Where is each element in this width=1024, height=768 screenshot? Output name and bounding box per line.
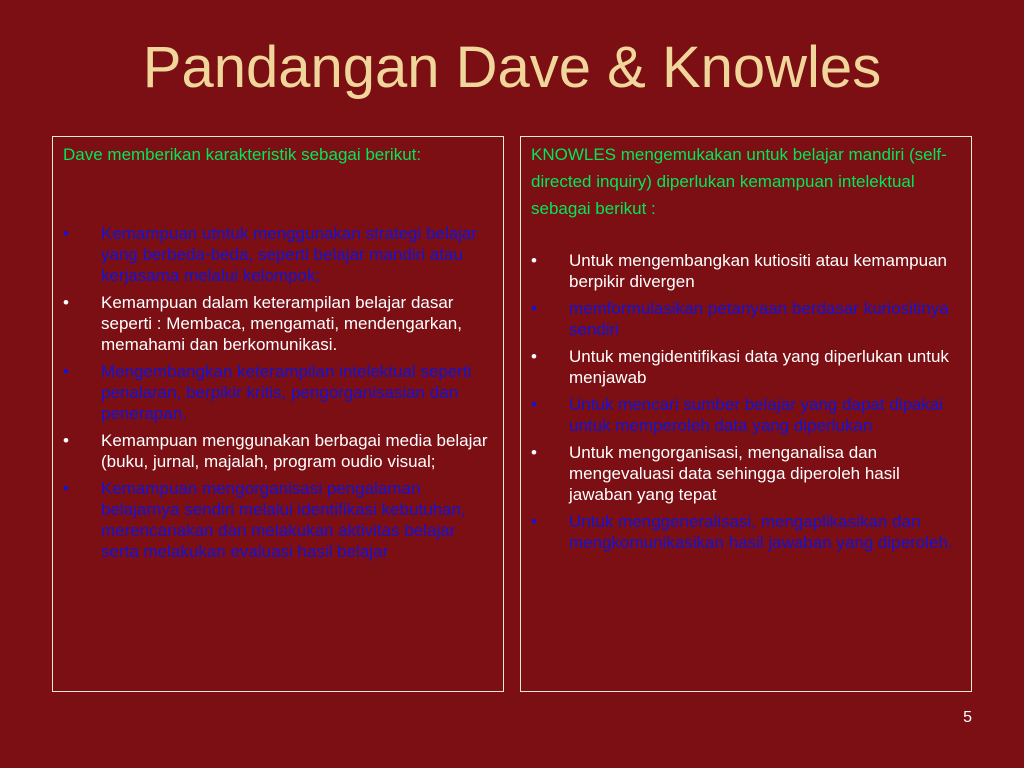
dave-bullet-1 <box>53 223 503 286</box>
knowles-intro: KNOWLES mengemukakan untuk belajar mandiri (self-directed inquiry) diperlukan kemampuan intelektual sebagai berikut : <box>531 145 947 218</box>
dave-bullet-text: Kemampuan mengorganisasi pengalaman belajarnya sendiri melalui identifikasi kebutuhan, merencanakan dan melakukan aktivitas belajar serta melakukan evaluasi hasil belajar <box>101 479 466 561</box>
dave-bullet-list <box>53 223 503 568</box>
knowles-bullet-text: memformulasikan petanyaan berdasar kuriositinya sendiri <box>569 299 949 339</box>
dave-panel <box>52 136 504 692</box>
knowles-bullet-4 <box>521 394 971 436</box>
knowles-bullet-text: Untuk mengembangkan kutiositi atau kemampuan berpikir divergen <box>569 251 947 291</box>
knowles-bullet-2 <box>521 298 971 340</box>
knowles-bullet-text: Untuk menggeneralisasi, mengaplikasikan dan mengkomunikasikan hasil jawaban yang diperoleh. <box>569 512 953 552</box>
bullet-dot-icon: • <box>63 293 69 312</box>
dave-bullet-text: Kemampuan utntuk menggunakan strategi belajar yang berbeda-beda, seperti belajar mandiri atau kerjasama melalui kelompok; <box>101 224 478 285</box>
slide-title: Pandangan Dave & Knowles <box>142 35 882 100</box>
bullet-dot-icon: • <box>63 431 69 450</box>
knowles-bullet-6 <box>521 511 971 553</box>
bullet-dot-icon: • <box>531 251 537 270</box>
bullet-dot-icon: • <box>531 299 537 318</box>
bullet-dot-icon: • <box>531 443 537 462</box>
bullet-dot-icon: • <box>63 479 69 498</box>
bullet-dot-icon: • <box>63 224 69 243</box>
dave-bullet-2 <box>53 292 503 355</box>
dave-bullet-text: Kemampuan menggunakan berbagai media belajar (buku, jurnal, majalah, program oudio visual; <box>101 431 488 471</box>
bullet-dot-icon: • <box>531 347 537 366</box>
bullet-dot-icon: • <box>531 512 537 531</box>
bullet-dot-icon: • <box>63 362 69 381</box>
bullet-dot-icon: • <box>531 395 537 414</box>
knowles-bullet-5 <box>521 442 971 505</box>
dave-bullet-5 <box>53 478 503 562</box>
dave-bullet-3 <box>53 361 503 424</box>
knowles-bullet-list <box>521 250 971 559</box>
knowles-panel <box>520 136 972 692</box>
knowles-bullet-3 <box>521 346 971 388</box>
dave-intro: Dave memberikan karakteristik sebagai berikut: <box>63 145 422 164</box>
knowles-bullet-text: Untuk mengorganisasi, menganalisa dan mengevaluasi data sehingga diperoleh hasil jawaban yang tepat <box>569 443 900 504</box>
dave-bullet-text: Mengembangkan keterampilan intelektual seperti penalaran, berpikir kritis, pengorganisasian dan penerapan. <box>101 362 472 423</box>
knowles-bullet-text: Untuk mengidentifikasi data yang diperlukan untuk menjawab <box>569 347 949 387</box>
knowles-bullet-text: Untuk mencari sumber belajar yang dapat dipakai untuk memperoleh data yang diperlukan <box>569 395 944 435</box>
knowles-bullet-1 <box>521 250 971 292</box>
dave-bullet-4 <box>53 430 503 472</box>
dave-bullet-text: Kemampuan dalam keterampilan belajar dasar seperti : Membaca, mengamati, mendengarkan, memahami dan berkomunikasi. <box>101 293 462 354</box>
slide-number: 5 <box>963 709 972 726</box>
